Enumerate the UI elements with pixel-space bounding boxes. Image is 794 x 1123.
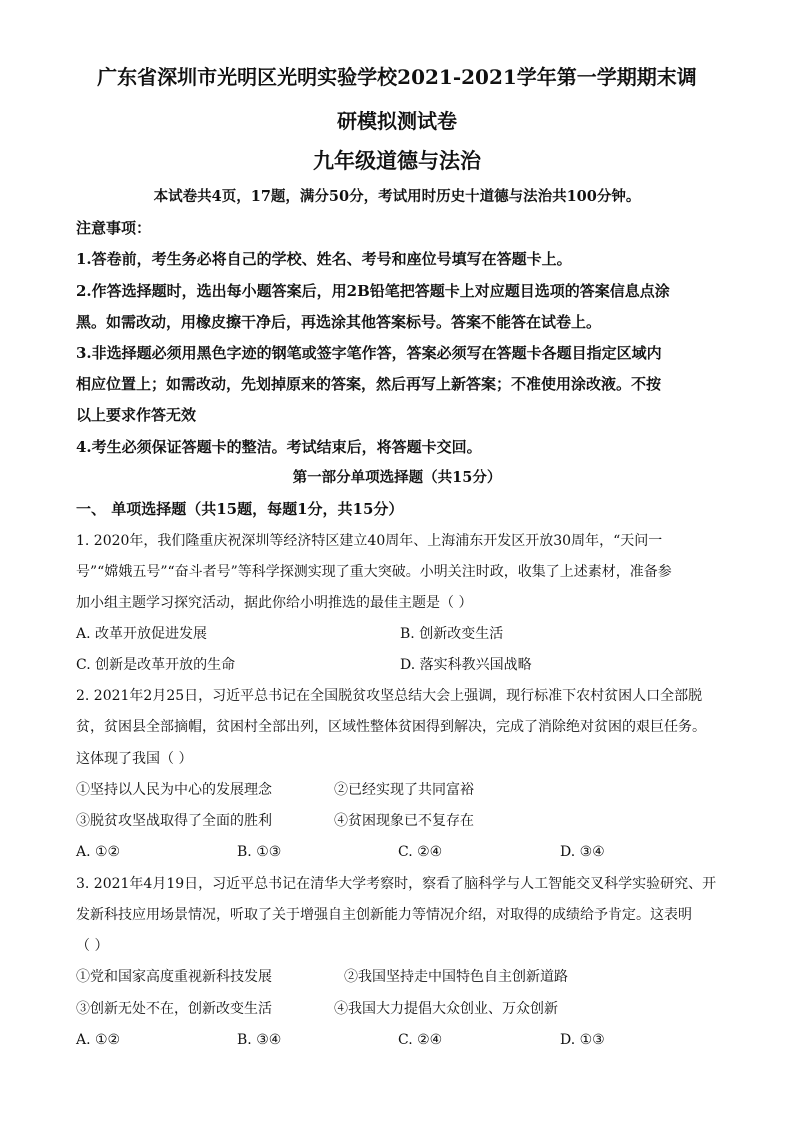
q2-stem-line3: 这体现了我国（ ） <box>76 751 193 767</box>
q1-option-d: D. 落实科教兴国战略 <box>400 657 532 673</box>
exam-intro: 本试卷共4页，17题，满分50分，考试用时历史十道德与法治共100分钟。 <box>153 188 641 205</box>
note-3-line3: 以上要求作答无效 <box>76 406 197 424</box>
q2-stem-line2: 贫，贫困县全部摘帽，贫困村全部出列，区域性整体贫困得到解决，完成了消除绝对贫困的艰巨任务。 <box>76 719 706 735</box>
q1-stem-line1: 1. 2020年，我们隆重庆祝深圳等经济特区建立40周年、上海浦东开发区开放30周年，“天问一 <box>76 533 663 549</box>
q3-option-b: B. ③④ <box>237 1032 282 1048</box>
q2-option-d: D. ③④ <box>560 844 605 860</box>
q3-statement-1: ①党和国家高度重视新科技发展 <box>76 969 272 985</box>
q2-option-b: B. ①③ <box>237 844 282 860</box>
q3-stem-line1: 3. 2021年4月19日，习近平总书记在清华大学考察时，察看了脑科学与人工智能交叉科学实验研究、开 <box>76 876 717 892</box>
q3-statement-2: ②我国坚持走中国特色自主创新道路 <box>344 969 568 985</box>
q3-option-a: A. ①② <box>76 1032 121 1048</box>
note-2-line1: 2.作答选择题时，选出每小题答案后，用2B铅笔把答题卡上对应题目选项的答案信息点涂 <box>76 282 670 300</box>
exam-title-line1: 广东省深圳市光明区光明实验学校2021-2021学年第一学期期末调 <box>97 65 697 89</box>
exam-title-line2: 研模拟测试卷 <box>337 109 457 133</box>
section-heading: 一、 单项选择题（共15题，每题1分，共15分） <box>76 500 404 518</box>
part-heading: 第一部分单项选择题（共15分） <box>292 469 502 486</box>
note-3-line1: 3.非选择题必须用黑色字迹的钢笔或签字笔作答，答案必须写在答题卡各题目指定区域内 <box>76 344 662 362</box>
note-3-line2: 相应位置上；如需改动，先划掉原来的答案，然后再写上新答案；不准使用涂改液。不按 <box>76 375 662 393</box>
q2-statement-1: ①坚持以人民为中心的发展理念 <box>76 782 272 798</box>
notes-heading: 注意事项： <box>76 219 152 237</box>
note-2-line2: 黑。如需改动，用橡皮擦干净后，再选涂其他答案标号。答案不能答在试卷上。 <box>76 313 602 331</box>
q1-option-a: A. 改革开放促进发展 <box>76 626 208 642</box>
note-1: 1.答卷前，考生务必将自己的学校、姓名、考号和座位号填写在答题卡上。 <box>76 250 572 268</box>
q3-stem-line2: 发新科技应用场景情况，听取了关于增强自主创新能力等情况介绍，对取得的成绩给予肯定。这表明 <box>76 907 692 923</box>
q2-statement-3: ③脱贫攻坚战取得了全面的胜利 <box>76 813 272 829</box>
q1-stem-line3: 加小组主题学习探究活动，据此你给小明推选的最佳主题是（ ） <box>76 595 473 611</box>
q2-stem-line1: 2. 2021年2月25日，习近平总书记在全国脱贫攻坚总结大会上强调，现行标准下农村贫困人口全部脱 <box>76 688 703 704</box>
q2-option-a: A. ①② <box>76 844 121 860</box>
q2-statement-4: ④贫困现象已不复存在 <box>334 813 474 829</box>
q1-stem-line2: 号”“嫦娥五号”“奋斗者号”等科学探测实现了重大突破。小明关注时政，收集了上述素材，准备参 <box>76 564 672 580</box>
q3-statement-3: ③创新无处不在，创新改变生活 <box>76 1001 272 1017</box>
note-4: 4.考生必须保证答题卡的整洁。考试结束后，将答题卡交回。 <box>76 438 482 456</box>
q3-option-d: D. ①③ <box>560 1032 605 1048</box>
q1-option-b: B. 创新改变生活 <box>400 626 504 642</box>
q1-option-c: C. 创新是改革开放的生命 <box>76 657 236 673</box>
q2-option-c: C. ②④ <box>398 844 443 860</box>
q3-stem-line3: （ ） <box>76 938 109 954</box>
q2-statement-2: ②已经实现了共同富裕 <box>334 782 474 798</box>
subject-title: 九年级道德与法治 <box>313 148 481 173</box>
q3-statement-4: ④我国大力提倡大众创业、万众创新 <box>334 1001 558 1017</box>
q3-option-c: C. ②④ <box>398 1032 443 1048</box>
